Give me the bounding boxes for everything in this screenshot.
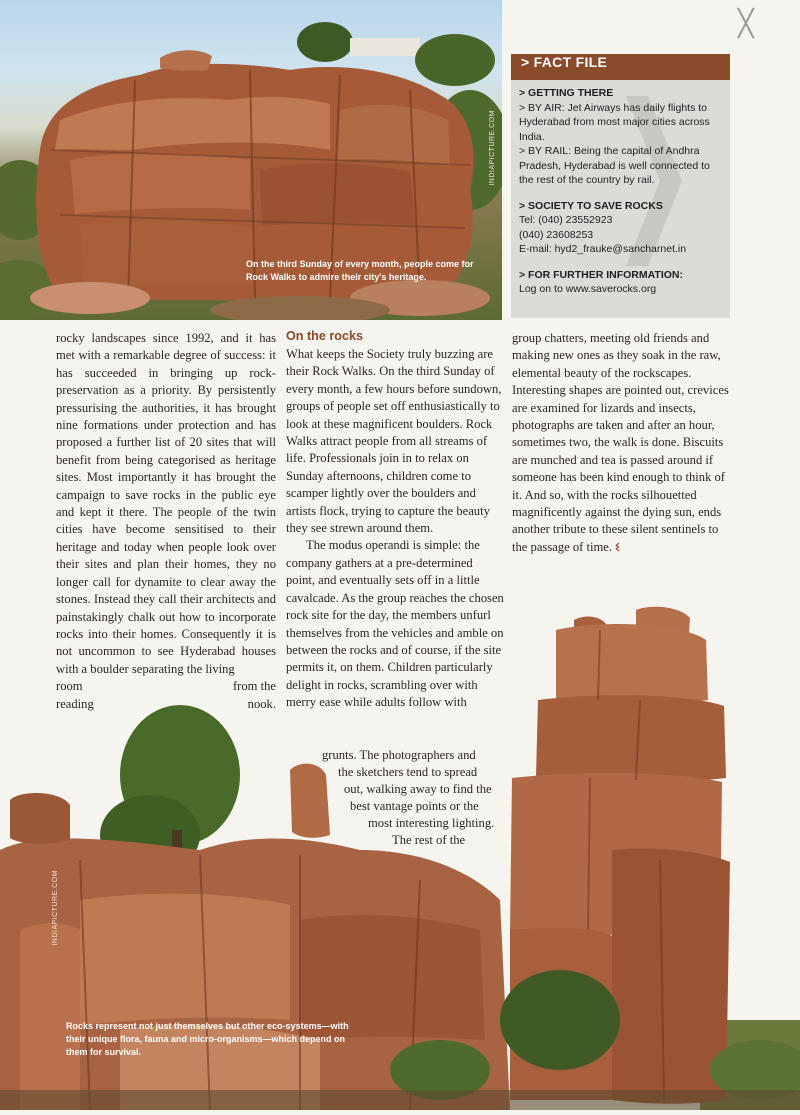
column-3-body: group chatters, meeting old friends and making new ones as they soak in the raw, elemental beauty of the rockscapes. Interesting shapes are pointed out, crevices are examined for lizards and insects, photographs are taken and after an hour, sometimes two, the walk is done. Biscuits are munched and tea is passed around if someone has been kind enough to think of it. And so, with the rocks silhouetted magnificently against the dying sun, ends another tribute to these silent sentinels to the passage of time. [512,331,729,554]
corner-mark: ╳ [738,8,754,38]
column-3-text [512,330,734,556]
end-mark-icon: ଽ [615,539,620,554]
fact-file-body [511,80,730,318]
society-tel-2: (040) 23608253 [519,228,594,241]
bottom-photo-caption: Rocks represent not just themselves but other eco-systems—with their unique flora, fauna and micro-organisms—which depend on them for survival. [66,1021,349,1057]
wrap-line: grunts. The photographers and [322,748,476,762]
further-info-heading: > FOR FURTHER INFORMATION: [519,268,684,281]
tail-word-right: nook. [247,696,276,711]
society-tel: Tel: (040) 23552923 [519,214,613,226]
society-heading: > SOCIETY TO SAVE ROCKS [519,199,663,212]
by-rail-text: > BY RAIL: Being the capital of Andhra Pradesh, Hyderabad is well connected to the rest of the country by rail. [519,145,710,186]
column-1-text: rocky landscapes since 1992, and it has met with a remarkable degree of success: it has succeeded in bringing up rock-preservation as a priority. By persistently pressurising the authorities, it has brought nine formations under protection and has proposed a further list of 20 sites that will benefit from being categorised as heritage sites. Most importantly it has brought the campaign to save rocks in the public eye and kept it there. The people of the twin cities have become sensitised to their heritage and today when people look over their sites and plan their homes, they no longer call for dynamite to clear away the stones. Instead they call their architects and painstakingly chalk out how to incorporate rocks into their homes. Consequently it is not uncommon to see Hyderabad houses with a boulder separating the living [56,331,276,676]
tail-word-right: from the [232,679,276,694]
tail-word-left: reading [56,696,94,711]
wrap-line: best vantage points or the [350,799,479,813]
article-column-3 [512,330,734,556]
society-section [519,199,722,257]
getting-there-heading: > GETTING THERE [519,87,614,99]
by-air-text: > BY AIR: Jet Airways has daily flights to Hyderabad from most major cities across India. [519,101,710,143]
wrap-line: most interesting lighting. [368,816,495,830]
society-email[interactable]: E-mail: hyd2_frauke@sancharnet.in [519,243,687,255]
column-2-paragraph-2: The modus operandi is simple: the company gathers at a pre-determined point, and eventually sets off in a little cavalcade. As the group reaches the chosen rock site for the day, the members unfurl themselves from the vehicles and amble on between the rocks and of course, if the site permits it, on them. Children particularly delight in rocks, scrambling over with merry ease while adults follow with [286,538,504,710]
wrap-line: out, walking away to find the [344,782,492,796]
section-subhead: On the rocks [286,329,363,343]
fact-file-title: > FACT FILE [511,54,730,80]
tail-word-left: room [56,679,83,694]
top-photo [0,0,502,320]
wrap-line: the sketchers tend to spread [338,765,478,779]
top-photo-caption: On the third Sunday of every month, people come for Rock Walks to admire their city's heritage. [246,259,474,282]
further-info-section [519,268,722,297]
wrap-line: The rest of the [392,833,466,847]
column-2-paragraph-1: What keeps the Society truly buzzing are their Rock Walks. On the third Sunday of every month, a few hours before sundown, groups of people set off enthusiastically to look at these magnificent boulders. Rock Walks attract people from all streams of life. Professionals join in to relax on Sunday afternoons, children come to scamper lightly over the boulders and artists flock, trying to capture the beauty they see strewn around them. [286,347,502,536]
photo-credit: INDIAPICTURE.COM [489,110,496,186]
further-info-link[interactable]: Log on to www.saverocks.org [519,283,657,295]
fact-file-box [511,54,730,318]
getting-there-section [519,86,722,188]
photo-credit: INDIAPICTURE.COM [52,870,59,946]
